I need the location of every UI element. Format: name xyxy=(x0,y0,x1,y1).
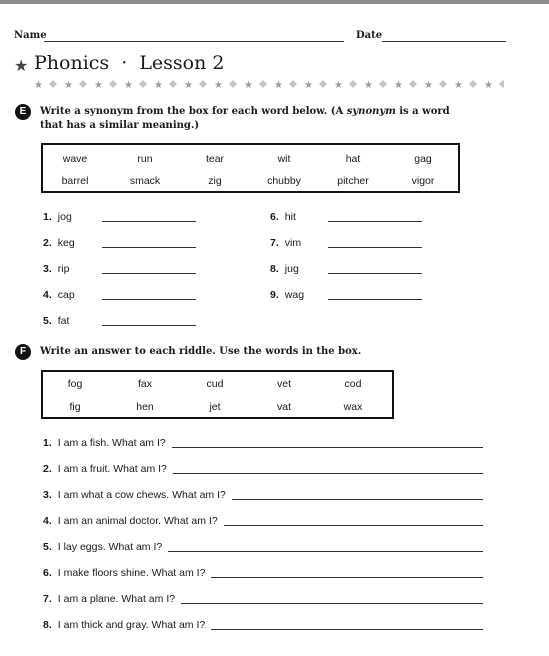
synonym-item xyxy=(43,289,75,301)
item-word: jog xyxy=(57,211,72,223)
box-word: hat xyxy=(345,153,361,165)
page-title xyxy=(34,52,224,74)
item-word: jug xyxy=(284,263,299,275)
divider-star: ★ xyxy=(454,80,463,90)
box-word: vat xyxy=(276,401,291,413)
divider-diamond xyxy=(229,80,237,88)
riddle-text: I am what a cow chews. What am I? xyxy=(57,489,226,501)
box-word: fax xyxy=(137,378,152,390)
divider-diamond xyxy=(199,80,207,88)
divider-star: ★ xyxy=(394,80,403,90)
top-border xyxy=(0,0,549,4)
name-label: Name xyxy=(14,30,47,41)
box-word: cud xyxy=(206,378,224,390)
riddle-item xyxy=(43,541,162,553)
divider-star: ★ xyxy=(214,80,223,90)
riddle-item xyxy=(43,515,218,527)
item-number: 4. xyxy=(43,289,52,301)
divider-diamond xyxy=(319,80,327,88)
decorative-divider xyxy=(34,78,504,90)
item-word: keg xyxy=(57,237,75,249)
date-label: Date xyxy=(356,30,383,41)
riddle-text: I lay eggs. What am I? xyxy=(57,541,163,553)
star-icon: ★ xyxy=(14,58,29,75)
box-word: hen xyxy=(136,401,154,413)
section-f-badge: F xyxy=(15,344,31,360)
riddle-number: 1. xyxy=(43,437,52,449)
divider-star: ★ xyxy=(154,80,163,90)
divider-diamond xyxy=(139,80,147,88)
divider-star: ★ xyxy=(274,80,283,90)
box-word: fig xyxy=(69,401,81,413)
divider-star: ★ xyxy=(94,80,103,90)
synonym-item xyxy=(270,211,296,223)
answer-line[interactable] xyxy=(102,273,196,274)
title-lesson: Lesson 2 xyxy=(139,52,225,74)
divider-diamond xyxy=(499,80,504,88)
riddle-number: 7. xyxy=(43,593,52,605)
box-word: wave xyxy=(62,153,88,165)
riddle-answer-line[interactable] xyxy=(172,447,483,448)
box-word: jet xyxy=(209,401,221,413)
riddle-answer-line[interactable] xyxy=(211,629,483,630)
item-word: rip xyxy=(57,263,70,275)
divider-star: ★ xyxy=(334,80,343,90)
answer-line[interactable] xyxy=(102,325,196,326)
riddle-answer-line[interactable] xyxy=(224,525,483,526)
answer-line[interactable] xyxy=(328,247,422,248)
riddle-text: I am a fish. What am I? xyxy=(57,437,166,449)
divider-star: ★ xyxy=(244,80,253,90)
divider-diamond xyxy=(349,80,357,88)
synonym-item xyxy=(43,237,75,249)
divider-star: ★ xyxy=(484,80,493,90)
answer-line[interactable] xyxy=(102,221,196,222)
item-number: 9. xyxy=(270,289,279,301)
divider-diamond xyxy=(79,80,87,88)
answer-line[interactable] xyxy=(328,299,422,300)
riddle-item xyxy=(43,489,226,501)
divider-diamond xyxy=(169,80,177,88)
box-word: smack xyxy=(129,175,161,187)
synonym-item xyxy=(270,289,304,301)
riddle-answer-line[interactable] xyxy=(211,577,483,578)
riddle-item xyxy=(43,567,205,579)
divider-diamond xyxy=(289,80,297,88)
item-number: 7. xyxy=(270,237,279,249)
divider-star: ★ xyxy=(64,80,73,90)
box-word: chubby xyxy=(267,175,301,187)
box-word: barrel xyxy=(61,175,89,187)
riddle-answer-line[interactable] xyxy=(181,603,483,604)
box-word: wax xyxy=(343,401,363,413)
divider-diamond xyxy=(409,80,417,88)
divider-star: ★ xyxy=(184,80,193,90)
title-separator: · xyxy=(121,52,128,74)
section-f-instruction: Write an answer to each riddle. Use the words in the box. xyxy=(40,346,362,357)
synonym-item xyxy=(43,315,69,327)
riddle-number: 8. xyxy=(43,619,52,631)
divider-star: ★ xyxy=(364,80,373,90)
box-word: vet xyxy=(276,378,291,390)
divider-star: ★ xyxy=(124,80,133,90)
section-e-instruction-part2: is a word that has a similar meaning.) xyxy=(40,106,450,131)
box-word: wit xyxy=(277,153,291,165)
box-word: cod xyxy=(344,378,362,390)
answer-line[interactable] xyxy=(102,299,196,300)
item-number: 8. xyxy=(270,263,279,275)
riddle-item xyxy=(43,593,175,605)
riddle-item xyxy=(43,437,166,449)
riddle-text: I am a fruit. What am I? xyxy=(57,463,167,475)
section-e-instruction-italic: synonym xyxy=(346,106,396,117)
item-word: fat xyxy=(57,315,70,327)
answer-line[interactable] xyxy=(328,221,422,222)
synonym-item xyxy=(270,263,299,275)
item-word: vim xyxy=(284,237,302,249)
riddle-answer-line[interactable] xyxy=(173,473,483,474)
riddle-text: I am thick and gray. What am I? xyxy=(57,619,206,631)
riddle-answer-line[interactable] xyxy=(232,499,483,500)
item-number: 6. xyxy=(270,211,279,223)
item-word: cap xyxy=(57,289,75,301)
riddle-number: 5. xyxy=(43,541,52,553)
item-number: 3. xyxy=(43,263,52,275)
box-word: zig xyxy=(208,175,222,187)
riddle-number: 6. xyxy=(43,567,52,579)
answer-line[interactable] xyxy=(328,273,422,274)
riddle-text: I am a plane. What am I? xyxy=(57,593,176,605)
date-field[interactable] xyxy=(382,41,506,42)
box-word: tear xyxy=(205,153,225,165)
divider-diamond xyxy=(49,80,57,88)
riddle-number: 4. xyxy=(43,515,52,527)
riddle-answer-line[interactable] xyxy=(168,551,483,552)
item-number: 2. xyxy=(43,237,52,249)
section-e-badge: E xyxy=(15,104,31,120)
synonym-item xyxy=(270,237,301,249)
divider-star: ★ xyxy=(424,80,433,90)
divider-diamond xyxy=(469,80,477,88)
synonym-item xyxy=(43,211,72,223)
divider-diamond xyxy=(439,80,447,88)
divider-diamond xyxy=(379,80,387,88)
answer-line[interactable] xyxy=(102,247,196,248)
divider-star: ★ xyxy=(34,80,43,90)
box-word: run xyxy=(137,153,153,165)
riddle-number: 3. xyxy=(43,489,52,501)
divider-star: ★ xyxy=(304,80,313,90)
box-word: gag xyxy=(414,153,432,165)
item-word: hit xyxy=(284,211,296,223)
riddle-text: I am an animal doctor. What am I? xyxy=(57,515,218,527)
synonym-item xyxy=(43,263,69,275)
riddle-number: 2. xyxy=(43,463,52,475)
box-word: pitcher xyxy=(337,175,369,187)
item-word: wag xyxy=(284,289,305,301)
riddle-text: I make floors shine. What am I? xyxy=(57,567,206,579)
box-word: vigor xyxy=(411,175,435,187)
box-word: fog xyxy=(67,378,83,390)
riddle-item xyxy=(43,619,205,631)
title-main: Phonics xyxy=(34,52,110,74)
name-field[interactable] xyxy=(44,41,344,42)
item-number: 5. xyxy=(43,315,52,327)
riddle-item xyxy=(43,463,167,475)
divider-diamond xyxy=(259,80,267,88)
item-number: 1. xyxy=(43,211,52,223)
divider-diamond xyxy=(109,80,117,88)
section-e-instruction-part1: Write a synonym from the box for each word below. (A xyxy=(40,106,347,117)
section-e-instruction xyxy=(40,105,460,133)
